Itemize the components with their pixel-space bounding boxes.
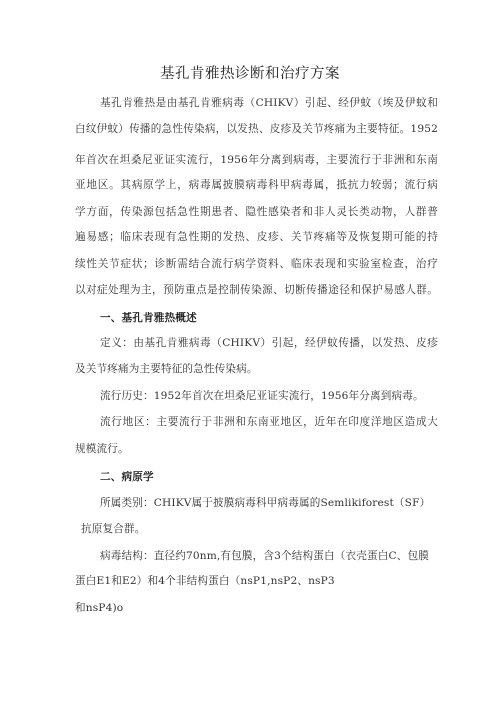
intro-line-8: 以对症处理为主，预防重点是控制传染源、切断传播途径和保护易感人群。 [75, 284, 438, 296]
intro-line-3: 年首次在坦桑尼亚证实流行，1956年分离到病毒，主要流行于非洲和东南 [75, 154, 438, 166]
section-2-category-line-1: 所属类别：CHIKV属于披膜病毒科甲病毒属的Semlikiforest（SF） [100, 497, 431, 509]
section-2-heading: 二、病原学 [100, 471, 154, 483]
intro-line-6: 遍易感；临床表现有急性期的发热、皮疹、关节疼痛等及恢复期可能的持 [75, 231, 438, 243]
intro-line-5: 学方面，传染源包括急性期患者、隐性感染者和非人灵长类动物，人群普 [75, 206, 438, 218]
section-2-structure-line-3: 和nsP4)o [75, 602, 124, 614]
section-1-regions-line-2: 规模流行。 [75, 443, 129, 455]
section-1-heading: 一、基孔肯雅热概述 [100, 312, 197, 324]
section-1-history: 流行历史：1952年首次在坦桑尼亚证实流行，1956年分离到病毒。 [100, 390, 424, 402]
section-2-structure-line-2: 蛋白E1和E2）和4个非结构蛋白（nsP1,nsP2、nsP3 [75, 575, 335, 587]
intro-line-2: 白纹伊蚊）传播的急性传染病，以发热、皮疹及关节疼痛为主要特征。1952 [75, 123, 438, 135]
intro-line-4: 亚地区。其病原学上，病毒属披膜病毒科甲病毒属，抵抗力较弱；流行病 [75, 179, 438, 191]
intro-line-7: 续性关节症状；诊断需结合流行病学资料、临床表现和实验室检查，治疗 [75, 258, 438, 270]
section-1-regions-line-1: 流行地区：主要流行于非洲和东南亚地区，近年在印度洋地区造成大 [100, 416, 438, 428]
section-1-definition-line-2: 及关节疼痛为主要特征的急性传染病。 [75, 363, 258, 375]
section-1-definition-line-1: 定义：由基孔肯雅病毒（CHIKV）引起，经伊蚊传播，以发热、皮疹 [100, 337, 438, 349]
intro-line-1: 基孔肯雅热是由基孔肯雅病毒（CHIKV）引起、经伊蚊（埃及伊蚊和 [100, 97, 438, 109]
section-2-category-line-2: 抗原复合群。 [81, 523, 146, 535]
section-2-structure-line-1: 病毒结构：直径约70nm,有包膜，含3个结构蛋白（衣壳蛋白C、包膜 [100, 550, 429, 562]
document-title: 基孔肯雅热诊断和治疗方案 [160, 66, 340, 82]
